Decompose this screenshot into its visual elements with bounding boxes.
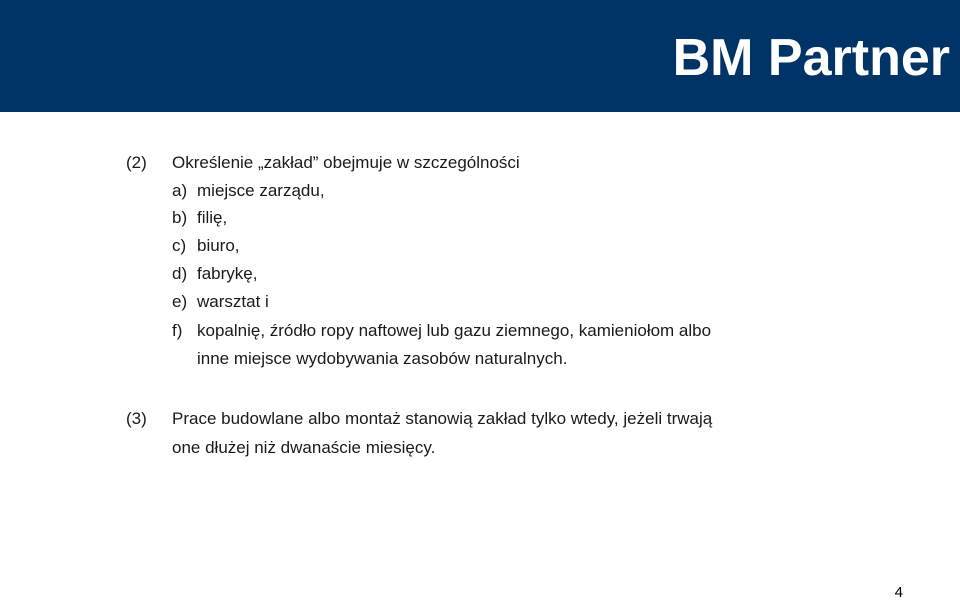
list-item [0, 291, 960, 313]
section2-number: (2) [126, 153, 147, 172]
list-item [0, 320, 960, 342]
list-item-text: warsztat i [197, 292, 269, 311]
list-item-label: f) [172, 321, 183, 340]
section3-text-line1: Prace budowlane albo montaż stanowią zakład tylko wtedy, jeżeli trwają [172, 409, 713, 428]
list-item [0, 207, 960, 229]
list-item-text: kopalnię, źródło ropy naftowej lub gazu ziemnego, kamieniołom albo [197, 321, 712, 340]
list-item-label: a) [172, 181, 188, 200]
section2-intro-line [0, 152, 960, 174]
list-item-label: d) [172, 264, 188, 283]
list-item [0, 180, 960, 202]
list-item-text: biuro, [197, 236, 240, 255]
list-item-label: e) [172, 292, 188, 311]
section2-intro: Określenie „zakład” obejmuje w szczególności [172, 153, 520, 172]
list-item-label: c) [172, 236, 187, 255]
page-number: 4 [894, 584, 903, 601]
list-item-text: fabrykę, [197, 264, 258, 283]
brand-title: BM Partner [672, 29, 950, 87]
section3-number: (3) [126, 409, 147, 428]
section3-line2 [0, 437, 960, 459]
list-item-continuation [0, 348, 960, 370]
list-item-continuation-text: inne miejsce wydobywania zasobów naturalnych. [197, 349, 568, 368]
list-item [0, 235, 960, 257]
section3-line1 [0, 408, 960, 430]
list-item [0, 263, 960, 285]
list-item-label: b) [172, 208, 188, 227]
list-item-text: miejsce zarządu, [197, 181, 325, 200]
list-item-text: filię, [197, 208, 228, 227]
section3-text-line2: one dłużej niż dwanaście miesięcy. [172, 438, 436, 457]
